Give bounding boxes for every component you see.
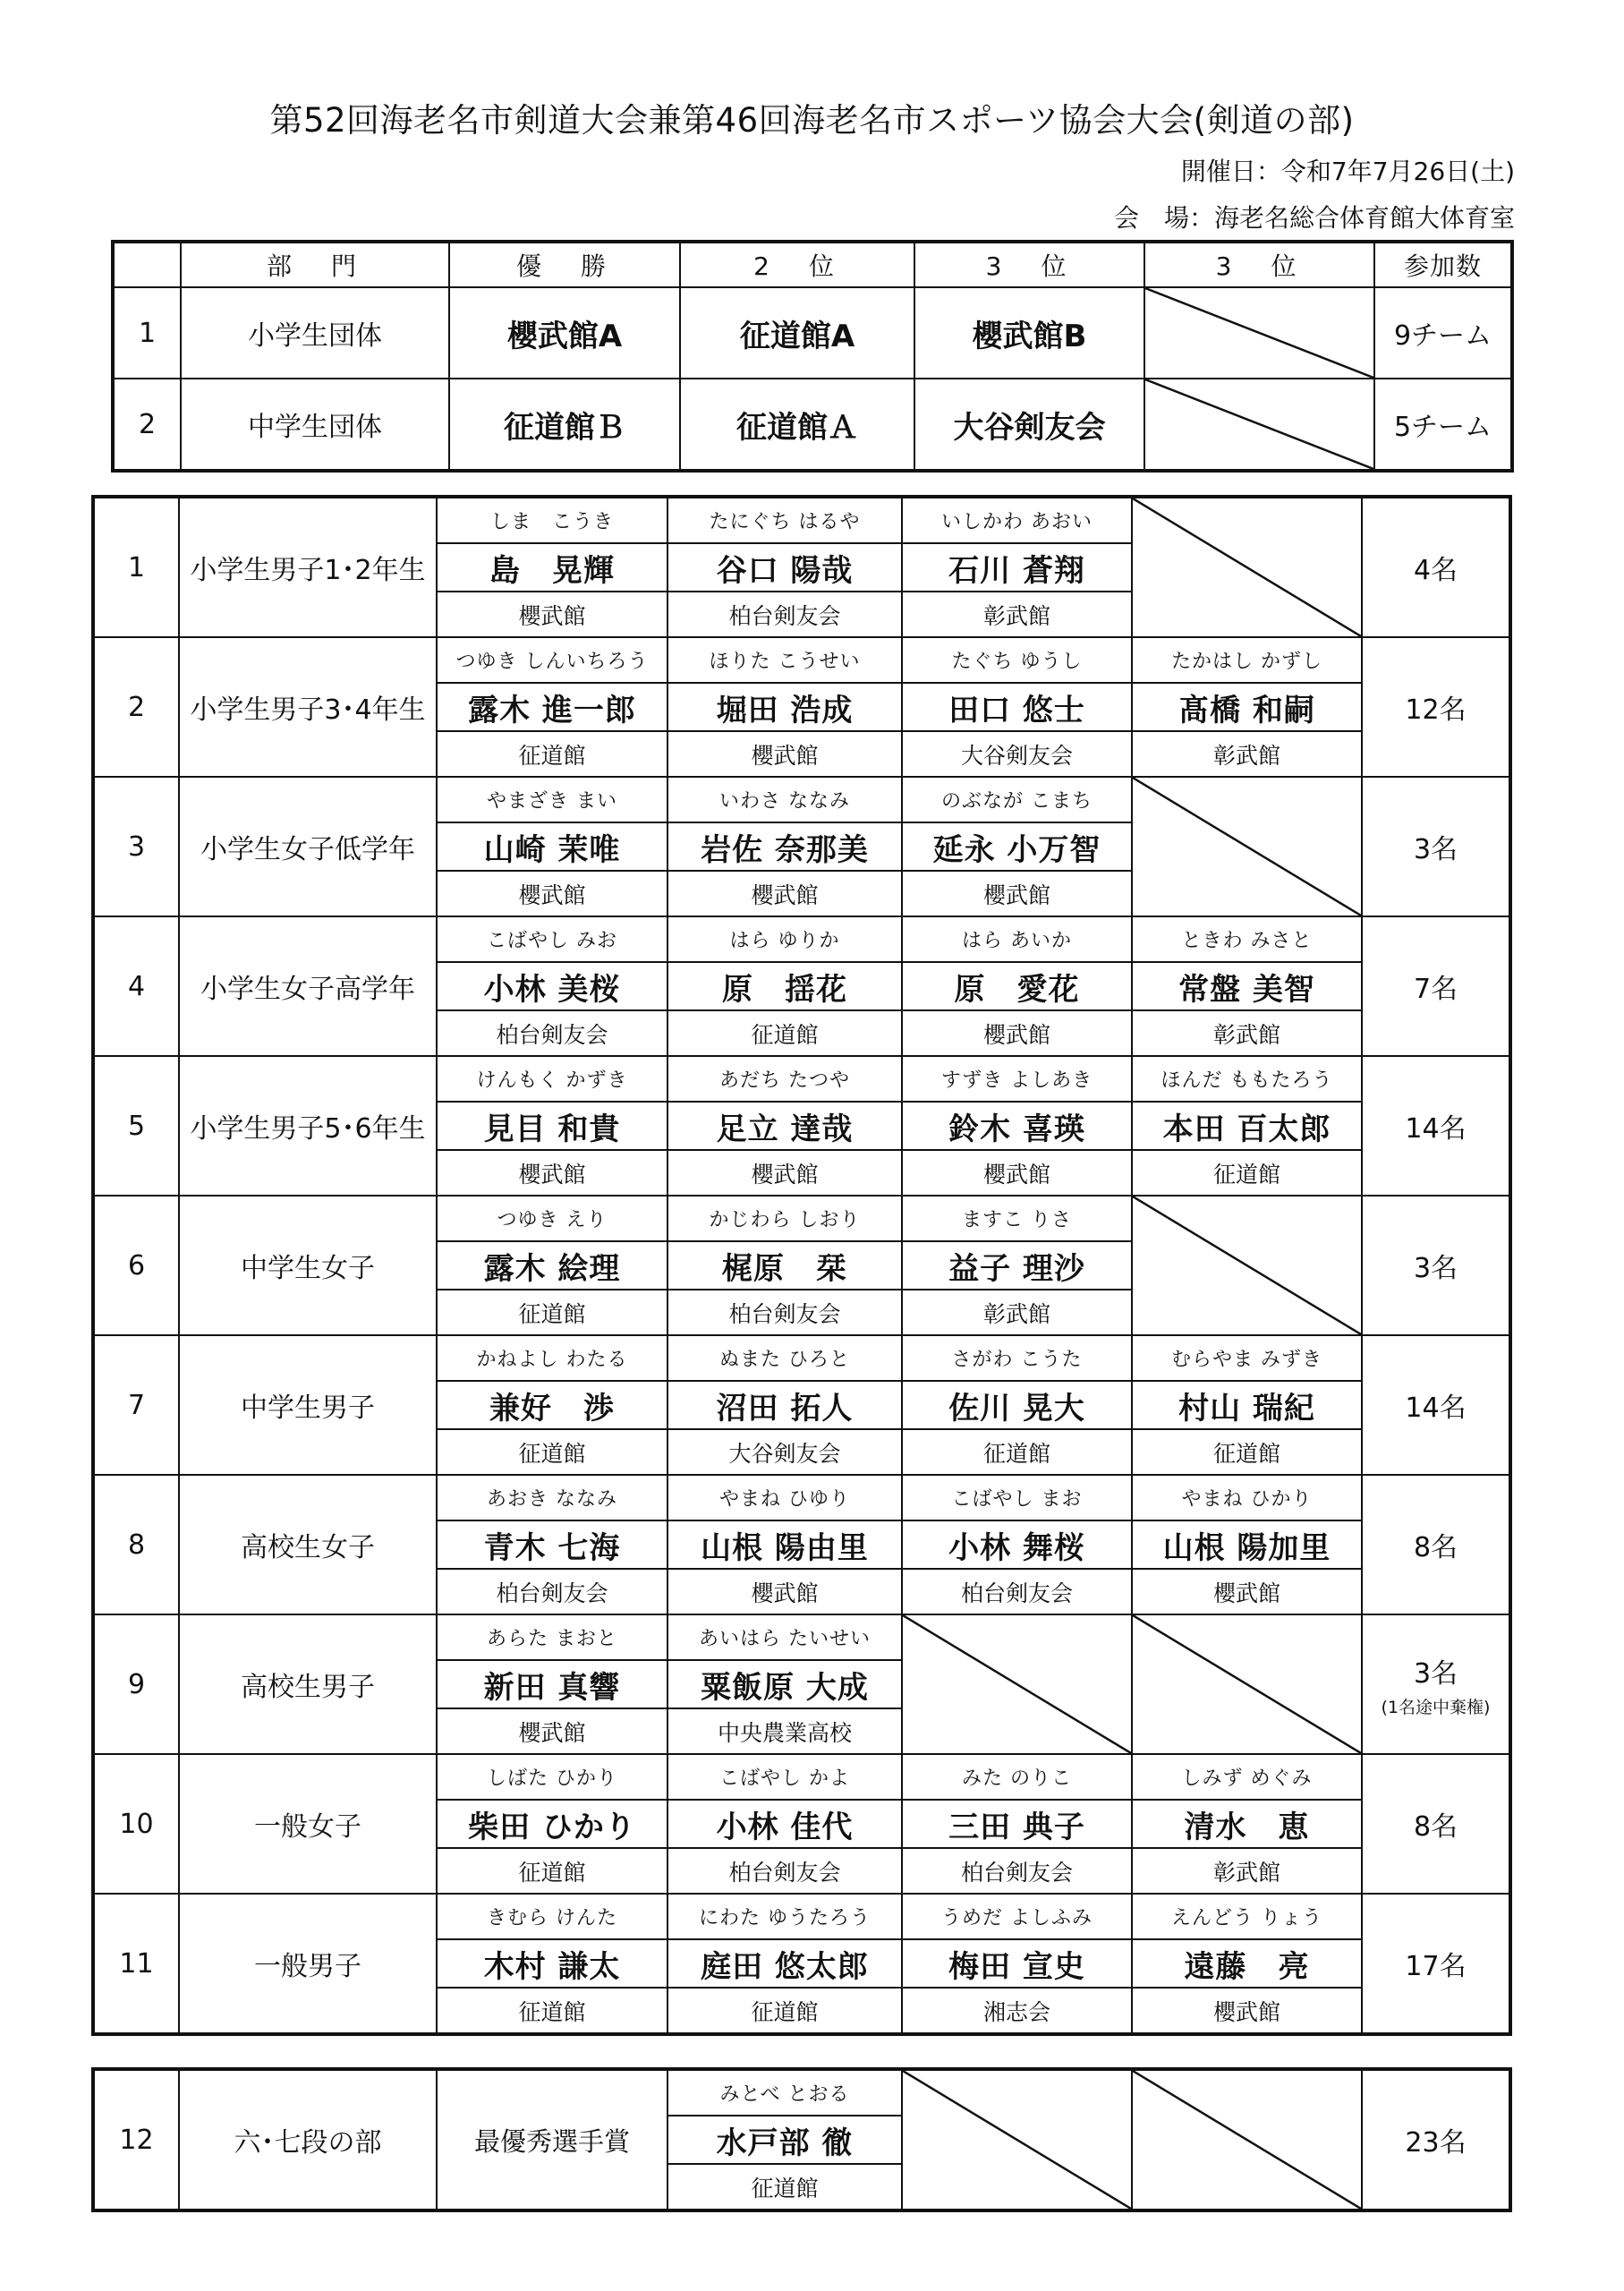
award-name: 最優秀選手賞 bbox=[437, 2069, 667, 2210]
document-title: 第52回海老名市剣道大会兼第46回海老名市スポーツ協会大会(剣道の部) bbox=[269, 101, 1355, 140]
row-number: 7 bbox=[93, 1335, 179, 1475]
place-4-name: 山根 陽加里 bbox=[1132, 1520, 1362, 1569]
place-1-kana: きむら けんた bbox=[437, 1894, 667, 1939]
place-2-name: 足立 達哉 bbox=[667, 1102, 902, 1150]
place-2-club: 中央農業高校 bbox=[667, 1708, 902, 1754]
category-cell: 中学生団体 bbox=[181, 379, 449, 471]
place-3-name: 三田 典子 bbox=[902, 1800, 1132, 1848]
place-4-name: 村山 瑞紀 bbox=[1132, 1381, 1362, 1429]
place-1-name: 露木 進一郎 bbox=[437, 683, 667, 731]
place-4-club: 櫻武館 bbox=[1132, 1569, 1362, 1614]
empty-slash-cell bbox=[1144, 379, 1374, 471]
place-4-kana: やまね ひかり bbox=[1132, 1475, 1362, 1520]
place-1-kana: しばた ひかり bbox=[437, 1754, 667, 1800]
place-2-name: 原 揺花 bbox=[667, 962, 902, 1010]
place-3-club: 大谷剣友会 bbox=[902, 731, 1132, 777]
place-3-name: 梅田 宣史 bbox=[902, 1939, 1132, 1988]
place-4-club: 櫻武館 bbox=[1132, 1988, 1362, 2034]
table-row bbox=[93, 1894, 1510, 1939]
category-cell: 六･七段の部 bbox=[179, 2069, 437, 2210]
row-number: 9 bbox=[93, 1614, 179, 1754]
place-1-kana: つゆき えり bbox=[437, 1196, 667, 1241]
place-1-name: 小林 美桜 bbox=[437, 962, 667, 1010]
empty-slash-cell bbox=[1132, 1196, 1362, 1335]
place-1-kana: かねよし わたる bbox=[437, 1335, 667, 1381]
place-4-name: 遠藤 亮 bbox=[1132, 1939, 1362, 1988]
place-4-name: 本田 百太郎 bbox=[1132, 1102, 1362, 1150]
place-4-club: 彰武館 bbox=[1132, 1010, 1362, 1056]
place-3-kana: のぶなが こまち bbox=[902, 777, 1132, 822]
row-number: 4 bbox=[93, 916, 179, 1056]
place-1-club: 征道館 bbox=[437, 1848, 667, 1894]
place-2-name: 小林 佳代 bbox=[667, 1800, 902, 1848]
winner-name: 水戸部 徹 bbox=[667, 2116, 902, 2164]
place-2-club: 柏台剣友会 bbox=[667, 1290, 902, 1335]
place-3-name: 小林 舞桜 bbox=[902, 1520, 1132, 1569]
table-row bbox=[113, 287, 1512, 379]
table-row bbox=[93, 1196, 1510, 1241]
place-4-kana: しみず めぐみ bbox=[1132, 1754, 1362, 1800]
category-cell: 小学生男子3･4年生 bbox=[179, 637, 437, 777]
place-1-name: 柴田 ひかり bbox=[437, 1800, 667, 1848]
place-1-name: 露木 絵理 bbox=[437, 1241, 667, 1290]
row-number: 2 bbox=[93, 637, 179, 777]
place-3-name: 田口 悠士 bbox=[902, 683, 1132, 731]
row-number: 1 bbox=[93, 497, 179, 637]
empty-slash-cell bbox=[1132, 2069, 1362, 2210]
participant-count-value: 8名 bbox=[1413, 1811, 1458, 1843]
place-4-name: 髙橋 和嗣 bbox=[1132, 683, 1362, 731]
place-2-kana: はら ゆりか bbox=[667, 916, 902, 962]
place-3-kana: はら あいか bbox=[902, 916, 1132, 962]
category-cell: 小学生男子1･2年生 bbox=[179, 497, 437, 637]
place-1-kana: やまざき まい bbox=[437, 777, 667, 822]
place-1-kana: けんもく かずき bbox=[437, 1056, 667, 1102]
participant-count bbox=[1362, 1614, 1510, 1754]
participant-count-value: 3名 bbox=[1413, 1657, 1458, 1690]
row-number: 5 bbox=[93, 1056, 179, 1196]
place-2-kana: あいはら たいせい bbox=[667, 1614, 902, 1660]
table-row bbox=[93, 1475, 1510, 1520]
header-second: 2 位 bbox=[680, 242, 914, 287]
first-place: 征道館Ｂ bbox=[449, 379, 680, 471]
place-2-club: 櫻武館 bbox=[667, 871, 902, 916]
empty-slash-cell bbox=[1132, 497, 1362, 637]
participant-count-value: 14名 bbox=[1405, 1392, 1467, 1424]
place-4-club: 征道館 bbox=[1132, 1150, 1362, 1196]
place-1-name: 見目 和貴 bbox=[437, 1102, 667, 1150]
second-place: 征道館Ａ bbox=[680, 379, 914, 471]
participant-count-value: 4名 bbox=[1413, 555, 1458, 586]
place-2-kana: ぬまた ひろと bbox=[667, 1335, 902, 1381]
place-1-club: 征道館 bbox=[437, 1290, 667, 1335]
place-2-kana: かじわら しおり bbox=[667, 1196, 902, 1241]
place-4-kana: ほんだ ももたろう bbox=[1132, 1056, 1362, 1102]
table-row bbox=[93, 1754, 1510, 1800]
place-1-kana: あおき ななみ bbox=[437, 1475, 667, 1520]
place-2-name: 沼田 拓人 bbox=[667, 1381, 902, 1429]
participant-count-value: 17名 bbox=[1405, 1951, 1467, 1982]
individual-results-table bbox=[91, 495, 1512, 2036]
place-3-kana: さがわ こうた bbox=[902, 1335, 1132, 1381]
empty-slash-cell bbox=[1144, 287, 1374, 379]
participant-count bbox=[1362, 1196, 1510, 1335]
place-2-kana: いわさ ななみ bbox=[667, 777, 902, 822]
table-row bbox=[93, 777, 1510, 822]
place-2-club: 櫻武館 bbox=[667, 731, 902, 777]
place-2-kana: やまね ひゆり bbox=[667, 1475, 902, 1520]
second-place: 征道館A bbox=[680, 287, 914, 379]
place-2-club: 征道館 bbox=[667, 1988, 902, 2034]
place-1-kana: あらた まおと bbox=[437, 1614, 667, 1660]
participant-count-value: 12名 bbox=[1405, 694, 1467, 726]
table-row bbox=[93, 916, 1510, 962]
place-1-name: 山崎 茉唯 bbox=[437, 822, 667, 871]
place-1-kana: こばやし みお bbox=[437, 916, 667, 962]
place-1-club: 櫻武館 bbox=[437, 592, 667, 637]
place-3-club: 櫻武館 bbox=[902, 871, 1132, 916]
place-4-club: 彰武館 bbox=[1132, 1848, 1362, 1894]
row-number: 6 bbox=[93, 1196, 179, 1335]
place-1-club: 柏台剣友会 bbox=[437, 1010, 667, 1056]
header-third-a: 3 位 bbox=[914, 242, 1144, 287]
place-2-name: 梶原 栞 bbox=[667, 1241, 902, 1290]
place-2-name: 堀田 浩成 bbox=[667, 683, 902, 731]
special-award-table bbox=[91, 2067, 1512, 2212]
participant-count-value: 14名 bbox=[1405, 1113, 1467, 1145]
place-1-name: 兼好 渉 bbox=[437, 1381, 667, 1429]
header-number bbox=[113, 242, 181, 287]
category-cell: 一般男子 bbox=[179, 1894, 437, 2034]
place-3-kana: うめだ よしふみ bbox=[902, 1894, 1132, 1939]
place-1-kana: しま こうき bbox=[437, 497, 667, 543]
category-cell: 中学生女子 bbox=[179, 1196, 437, 1335]
place-2-kana: あだち たつや bbox=[667, 1056, 902, 1102]
participant-count bbox=[1362, 777, 1510, 916]
row-number: 11 bbox=[93, 1894, 179, 2034]
place-2-name: 谷口 陽哉 bbox=[667, 543, 902, 592]
empty-slash-cell bbox=[1132, 777, 1362, 916]
team-results-table bbox=[111, 240, 1514, 473]
first-place: 櫻武館A bbox=[449, 287, 680, 379]
place-3-club: 彰武館 bbox=[902, 592, 1132, 637]
table-row bbox=[93, 637, 1510, 683]
place-3-name: 延永 小万智 bbox=[902, 822, 1132, 871]
participant-count bbox=[1362, 1754, 1510, 1894]
table-header-row bbox=[113, 242, 1512, 287]
place-2-kana: ほりた こうせい bbox=[667, 637, 902, 683]
winner-kana: みとべ とおる bbox=[667, 2069, 902, 2116]
category-cell: 一般女子 bbox=[179, 1754, 437, 1894]
row-number: 3 bbox=[93, 777, 179, 916]
place-4-kana: ときわ みさと bbox=[1132, 916, 1362, 962]
place-1-name: 青木 七海 bbox=[437, 1520, 667, 1569]
participant-count bbox=[1362, 497, 1510, 637]
place-4-kana: たかはし かずし bbox=[1132, 637, 1362, 683]
category-cell: 小学生団体 bbox=[181, 287, 449, 379]
place-2-club: 柏台剣友会 bbox=[667, 1848, 902, 1894]
participant-count bbox=[1362, 916, 1510, 1056]
table-row bbox=[93, 1056, 1510, 1102]
place-3-club: 征道館 bbox=[902, 1429, 1132, 1475]
place-2-kana: こばやし かよ bbox=[667, 1754, 902, 1800]
place-1-club: 柏台剣友会 bbox=[437, 1569, 667, 1614]
empty-slash-cell bbox=[1132, 1614, 1362, 1754]
place-4-club: 征道館 bbox=[1132, 1429, 1362, 1475]
place-2-name: 岩佐 奈那美 bbox=[667, 822, 902, 871]
event-date: 開催日：令和7年7月26日(土) bbox=[1180, 157, 1515, 186]
participant-count bbox=[1362, 1475, 1510, 1614]
place-3-club: 湘志会 bbox=[902, 1988, 1132, 2034]
place-2-name: 庭田 悠太郎 bbox=[667, 1939, 902, 1988]
place-1-club: 櫻武館 bbox=[437, 871, 667, 916]
place-3-club: 櫻武館 bbox=[902, 1150, 1132, 1196]
place-3-club: 櫻武館 bbox=[902, 1010, 1132, 1056]
category-cell: 高校生女子 bbox=[179, 1475, 437, 1614]
place-1-club: 櫻武館 bbox=[437, 1150, 667, 1196]
row-number: 2 bbox=[113, 379, 181, 471]
participant-count bbox=[1362, 1894, 1510, 2034]
header-participants: 参加数 bbox=[1374, 242, 1512, 287]
category-cell: 高校生男子 bbox=[179, 1614, 437, 1754]
category-cell: 小学生女子高学年 bbox=[179, 916, 437, 1056]
place-2-club: 柏台剣友会 bbox=[667, 592, 902, 637]
event-venue: 会 場：海老名総合体育館大体育室 bbox=[1113, 203, 1515, 233]
category-cell: 小学生女子低学年 bbox=[179, 777, 437, 916]
place-2-club: 大谷剣友会 bbox=[667, 1429, 902, 1475]
participant-count-value: 3名 bbox=[1413, 834, 1458, 865]
category-cell: 小学生男子5･6年生 bbox=[179, 1056, 437, 1196]
row-number: 1 bbox=[113, 287, 181, 379]
table-row bbox=[93, 1614, 1510, 1660]
place-1-name: 木村 謙太 bbox=[437, 1939, 667, 1988]
place-1-kana: つゆき しんいちろう bbox=[437, 637, 667, 683]
place-2-name: 山根 陽由里 bbox=[667, 1520, 902, 1569]
place-3-club: 彰武館 bbox=[902, 1290, 1132, 1335]
winner-club: 征道館 bbox=[667, 2164, 902, 2210]
place-1-club: 征道館 bbox=[437, 1429, 667, 1475]
participant-count: 9チーム bbox=[1374, 287, 1512, 379]
place-3-kana: いしかわ あおい bbox=[902, 497, 1132, 543]
participant-count: 5チーム bbox=[1374, 379, 1512, 471]
place-3-kana: ますこ りさ bbox=[902, 1196, 1132, 1241]
place-3-kana: すずき よしあき bbox=[902, 1056, 1132, 1102]
table-row bbox=[93, 497, 1510, 543]
place-2-kana: にわた ゆうたろう bbox=[667, 1894, 902, 1939]
place-3-club: 柏台剣友会 bbox=[902, 1569, 1132, 1614]
participant-count-value: 7名 bbox=[1413, 974, 1458, 1005]
table-row bbox=[93, 1335, 1510, 1381]
place-3-name: 原 愛花 bbox=[902, 962, 1132, 1010]
place-3-kana: たぐち ゆうし bbox=[902, 637, 1132, 683]
row-number: 8 bbox=[93, 1475, 179, 1614]
place-2-club: 征道館 bbox=[667, 1010, 902, 1056]
place-4-kana: えんどう りょう bbox=[1132, 1894, 1362, 1939]
place-2-kana: たにぐち はるや bbox=[667, 497, 902, 543]
place-3-name: 益子 理沙 bbox=[902, 1241, 1132, 1290]
third-place: 櫻武館B bbox=[914, 287, 1144, 379]
place-4-club: 彰武館 bbox=[1132, 731, 1362, 777]
place-3-club: 柏台剣友会 bbox=[902, 1848, 1132, 1894]
place-1-name: 新田 真響 bbox=[437, 1660, 667, 1708]
participant-count-value: 3名 bbox=[1413, 1253, 1458, 1284]
place-2-name: 粟飯原 大成 bbox=[667, 1660, 902, 1708]
place-4-kana: むらやま みずき bbox=[1132, 1335, 1362, 1381]
category-cell: 中学生男子 bbox=[179, 1335, 437, 1475]
participant-count bbox=[1362, 1056, 1510, 1196]
place-2-club: 櫻武館 bbox=[667, 1150, 902, 1196]
participant-count bbox=[1362, 637, 1510, 777]
place-4-name: 清水 恵 bbox=[1132, 1800, 1362, 1848]
participant-count: 23名 bbox=[1362, 2069, 1510, 2210]
header-category: 部 門 bbox=[181, 242, 449, 287]
place-3-name: 鈴木 喜瑛 bbox=[902, 1102, 1132, 1150]
place-1-club: 征道館 bbox=[437, 1988, 667, 2034]
participant-note: (1名途中棄権) bbox=[1381, 1697, 1491, 1717]
place-3-kana: こばやし まお bbox=[902, 1475, 1132, 1520]
participant-count-value: 8名 bbox=[1413, 1532, 1458, 1563]
place-1-club: 櫻武館 bbox=[437, 1708, 667, 1754]
place-2-club: 櫻武館 bbox=[667, 1569, 902, 1614]
third-place: 大谷剣友会 bbox=[914, 379, 1144, 471]
table-row bbox=[113, 379, 1512, 471]
empty-slash-cell bbox=[902, 1614, 1132, 1754]
place-3-name: 佐川 晃大 bbox=[902, 1381, 1132, 1429]
empty-slash-cell bbox=[902, 2069, 1132, 2210]
header-third-b: 3 位 bbox=[1144, 242, 1374, 287]
place-4-name: 常盤 美智 bbox=[1132, 962, 1362, 1010]
header-first: 優 勝 bbox=[449, 242, 680, 287]
place-1-name: 島 晃輝 bbox=[437, 543, 667, 592]
place-1-club: 征道館 bbox=[437, 731, 667, 777]
row-number: 10 bbox=[93, 1754, 179, 1894]
place-3-name: 石川 蒼翔 bbox=[902, 543, 1132, 592]
row-number: 12 bbox=[93, 2069, 179, 2210]
participant-count bbox=[1362, 1335, 1510, 1475]
place-3-kana: みた のりこ bbox=[902, 1754, 1132, 1800]
